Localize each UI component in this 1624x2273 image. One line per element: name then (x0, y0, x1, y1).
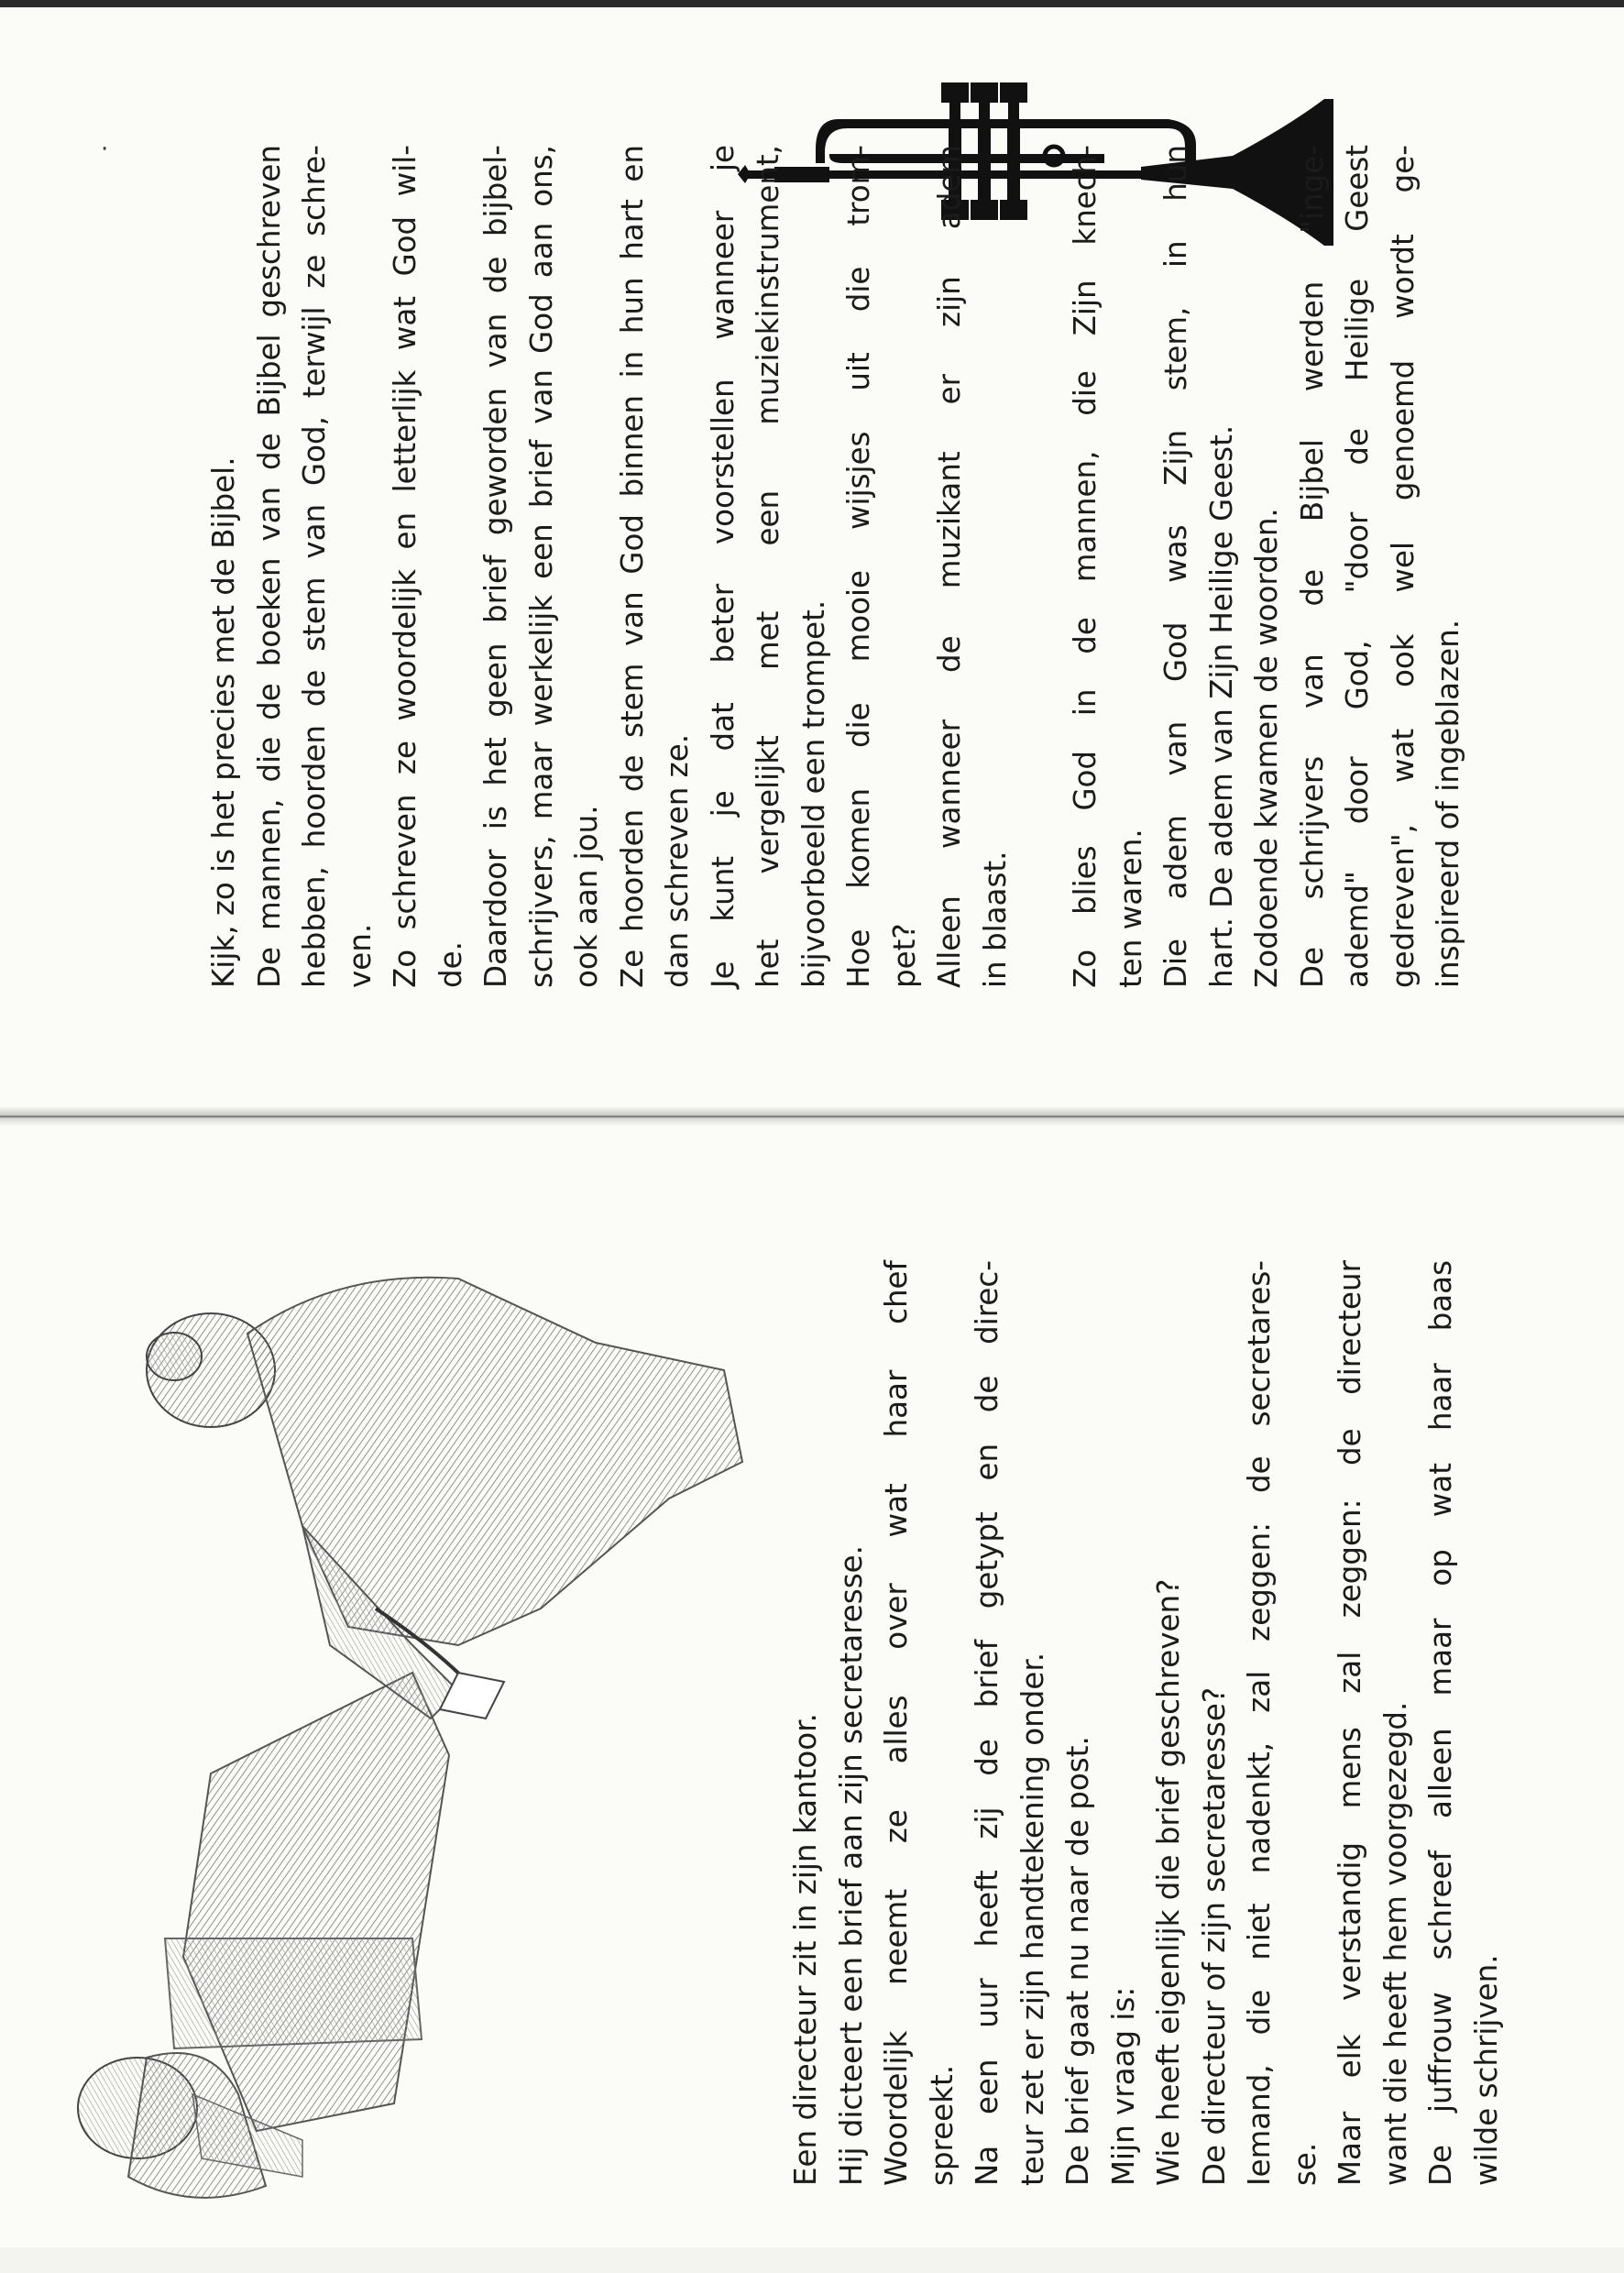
scan-speck: · (101, 136, 109, 163)
text-line: De juffrouw schreef alleen maar op wat haar baas (1423, 1260, 1458, 2186)
text-line: ven. (342, 923, 378, 988)
top-page-text (202, 145, 1472, 988)
office-sketch (27, 1132, 765, 2232)
text-line: spreekt. (924, 2064, 960, 2186)
bottom-page-text (784, 1260, 1509, 2186)
book-spine-fold (0, 1107, 1624, 1126)
text-line: Na een uur heeft zij de brief getypt en de direc- (970, 1260, 1004, 2186)
text-line: Zo blies God in de mannen, die Zijn knech- (1068, 145, 1103, 988)
text-line: gedreven", wat ook wel genoemd wordt ge- (1385, 145, 1421, 988)
text-line: Iemand, die niet nadenkt, zal zeggen: de secretares- (1242, 1260, 1277, 2186)
text-line: Hoe komen die mooie wijsjes uit die trom- (841, 145, 876, 988)
text-line: De brief gaat nu naar de post. (1060, 1736, 1095, 2186)
text-line: het vergelijkt met een muziekinstrument, (751, 145, 785, 988)
text-line: ten waren. (1113, 829, 1148, 988)
text-line: Ze hoorden de stem van God binnen in hun hart en (614, 145, 650, 988)
text-line: Woordelijk neemt ze alles over wat haar chef (879, 1260, 914, 2186)
text-line: De directeur of zijn secretaresse? (1196, 1686, 1232, 2186)
text-line: Daardoor is het geen brief geworden van de bijbel- (478, 145, 513, 988)
text-line: Maar elk verstandig mens zal zeggen: de directeur (1333, 1260, 1367, 2186)
text-line: Alleen wanneer de muzikant er zijn adem (932, 145, 967, 988)
text-line: bijvoorbeeld een trompet. (796, 599, 831, 988)
scan-bottom-edge (0, 2247, 1624, 2273)
text-line: Zodoende kwamen de woorden. (1249, 508, 1284, 988)
text-line: Hij dicteert een brief aan zijn secretaresse. (833, 1545, 869, 2186)
text-line: Die adem van God was Zijn stem, in hun (1158, 145, 1193, 988)
text-line: inspireerd of ingeblazen. (1431, 619, 1465, 988)
text-line: Mijn vraag is: (1105, 1986, 1141, 2186)
text-line: teur zet er zijn handtekening onder. (1015, 1652, 1050, 2186)
text-line: de. (433, 941, 468, 988)
text-line: schrijvers, maar werkelijk een brief van God aan ons, (523, 145, 559, 988)
text-line: Je kunt je dat beter voorstellen wanneer je (705, 145, 741, 988)
text-line: Wie heeft eigenlijk die brief geschreven? (1151, 1578, 1186, 2186)
text-line: ademd" door God, "door de Heilige Geest (1340, 145, 1375, 988)
book-page-top (0, 7, 1624, 1107)
text-line: hebben, hoorden de stem van God, terwijl ze schre- (297, 145, 332, 988)
text-line: Een directeur zit in zijn kantoor. (788, 1713, 823, 2186)
text-line: wilde schrijven. (1468, 1954, 1504, 2186)
text-line: pet? (886, 923, 922, 988)
text-line: dan schreven ze. (660, 733, 695, 988)
text-line: hart. De adem van Zijn Heilige Geest. (1203, 424, 1239, 988)
text-line: in blaast. (977, 851, 1013, 988)
scan-top-edge (0, 0, 1624, 7)
text-line: ook aan jou. (569, 805, 604, 988)
text-line: De schrijvers van de Bijbel werden "inge- (1294, 145, 1330, 988)
text-line: want die heeft hem voorgezegd. (1377, 1701, 1413, 2186)
paragraph-gap (1018, 145, 1063, 988)
text-line: se. (1287, 2142, 1322, 2186)
text-line: Kijk, zo is het precies met de Bijbel. (206, 456, 241, 988)
text-line: Zo schreven ze woordelijk en letterlijk wat God wil- (388, 145, 422, 988)
text-line: De mannen, die de boeken van de Bijbel geschreven (251, 145, 287, 988)
